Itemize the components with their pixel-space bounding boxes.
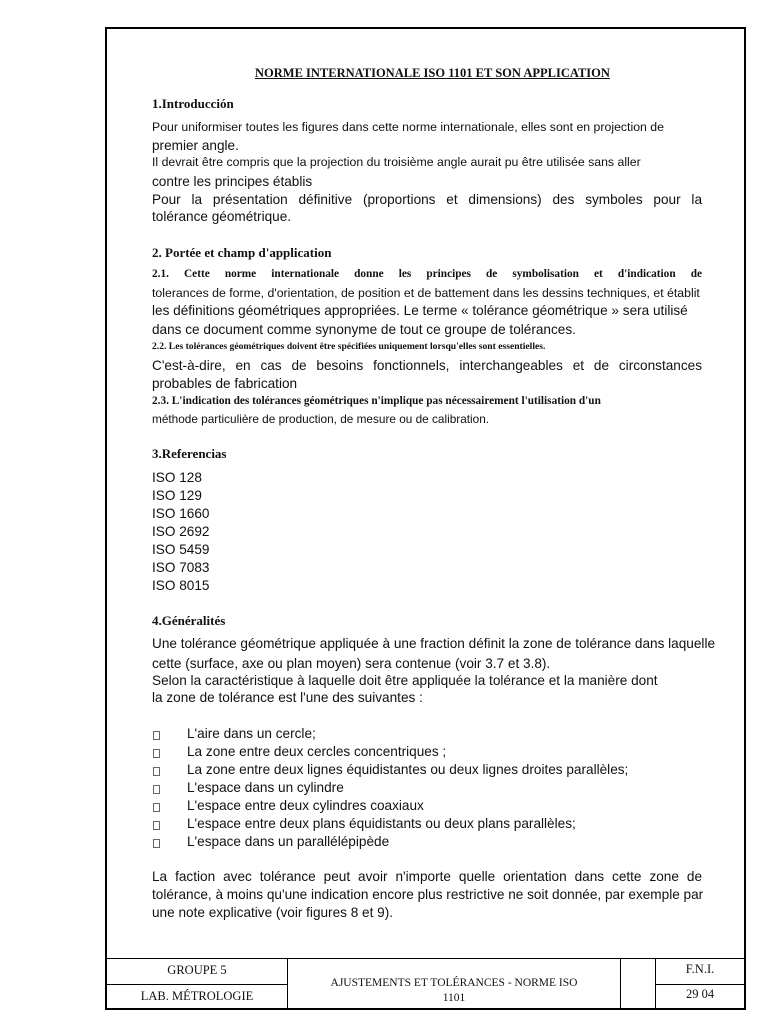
bullet-item: L'espace dans un cylindre [187,780,344,795]
bullet-box-icon [153,785,160,794]
bullet-box-icon [153,839,160,848]
section2-line: tolerances de forme, d'orientation, de position et de battement dans les dessins techniques, et établit [152,286,700,300]
section3-heading: 3.Referencias [152,446,227,461]
section2-line: probables de fabrication [152,376,298,391]
section1-line: contre les principes établis [152,174,313,189]
reference-item: ISO 128 [152,470,202,485]
section1-line: premier angle. [152,138,239,153]
footer-subject-line2: 1101 [442,992,466,1004]
section2-line: les définitions géométriques appropriées. Le terme « tolérance géométrique » sera utilisé [152,303,688,318]
section1-line: Pour uniformiser toutes les figures dans cette norme internationale, elles sont en projection de [152,120,664,134]
footer-subject-line1: AJUSTEMENTS ET TOLÉRANCES - NORME ISO [330,977,578,989]
bullet-item: L'aire dans un cercle; [187,726,316,741]
section1-heading: 1.Introducción [152,96,234,111]
reference-item: ISO 5459 [152,542,210,557]
bullet-item: La zone entre deux cercles concentriques ; [187,744,447,759]
bullet-box-icon [153,731,160,740]
section2-line: 2.1. Cette norme internationale donne les principes de symbolisation et d'indication de [152,268,702,280]
bullet-box-icon [153,803,160,812]
section2-line: C'est-à-dire, en cas de besoins fonctionnels, interchangeables et de circonstances [152,358,702,373]
reference-item: ISO 1660 [152,506,210,521]
reference-item: ISO 2692 [152,524,210,539]
document-title: NORME INTERNATIONALE ISO 1101 ET SON APPLICATION [255,66,610,80]
bullet-box-icon [153,821,160,830]
section1-line: Il devrait être compris que la projection du troisième angle aurait pu être utilisée sans aller [152,155,641,169]
reference-item: ISO 8015 [152,578,210,593]
reference-item: ISO 129 [152,488,202,503]
section4-closing-line: une note explicative (voir figures 8 et 9). [152,905,394,920]
bullet-item: La zone entre deux lignes équidistantes ou deux lignes droites parallèles; [187,762,629,777]
section2-line: dans ce document comme synonyme de tout ce groupe de tolérances. [152,322,576,337]
section2-line: méthode particulière de production, de mesure ou de calibration. [152,412,490,426]
section4-intro-line: la zone de tolérance est l'une des suivantes : [152,690,423,705]
section2-line: 2.3. L'indication des tolérances géométriques n'implique pas nécessairement l'utilisation d'un [152,395,601,407]
section4-intro-line: Une tolérance géométrique appliquée à une fraction définit la zone de tolérance dans laquelle [152,636,716,651]
bullet-item: L'espace dans un parallélépipède [187,834,390,849]
section4-intro-line: cette (surface, axe ou plan moyen) sera contenue (voir 3.7 et 3.8). [152,656,551,671]
section4-closing-line: La faction avec tolérance peut avoir n'importe quelle orientation dans cette zone de [152,869,702,884]
section4-intro-line: Selon la caractéristique à laquelle doit être appliquée la tolérance et la manière dont [152,673,658,688]
section2-line: 2.2. Les tolérances géométriques doivent être spécifiées uniquement lorsqu'elles sont essentielles. [152,341,546,352]
section1-line: Pour la présentation définitive (proportions et dimensions) des symboles pour la [152,192,702,207]
section2-heading: 2. Portée et champ d'application [152,245,332,260]
section4-closing-line: tolérance, à moins qu'une indication encore plus restrictive ne soit donnée, par exemple par [152,887,704,902]
bullet-box-icon [153,749,160,758]
bullet-item: L'espace entre deux cylindres coaxiaux [187,798,424,813]
section4-heading: 4.Généralités [152,613,226,628]
footer-code: F.N.I. [685,962,715,976]
bullet-box-icon [153,767,160,776]
footer-number: 29 04 [685,987,715,1001]
footer-lab: LAB. MÉTROLOGIE [140,989,254,1003]
bullet-item: L'espace entre deux plans équidistants ou deux plans parallèles; [187,816,576,831]
footer-table [107,958,744,1010]
footer-group: GROUPE 5 [167,963,227,977]
section1-line: tolérance géométrique. [152,209,292,224]
reference-item: ISO 7083 [152,560,210,575]
